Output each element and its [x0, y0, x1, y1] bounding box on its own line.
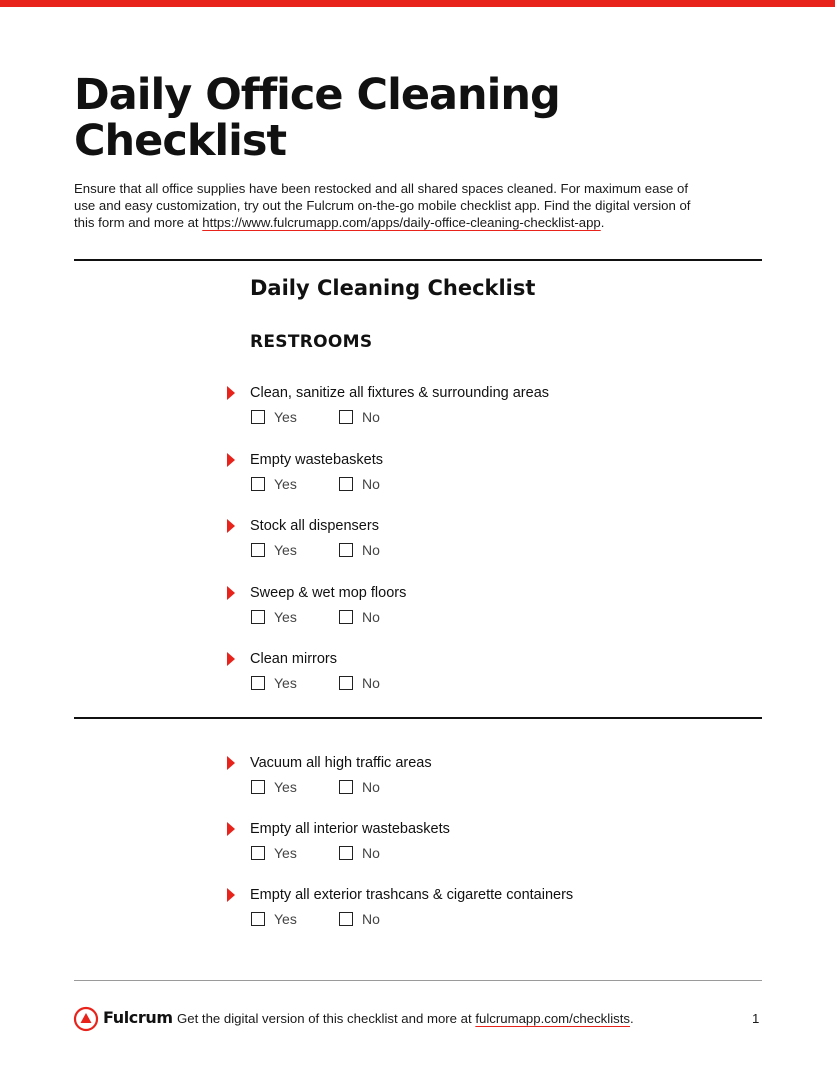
no-checkbox[interactable] — [339, 477, 353, 491]
checklist-item — [224, 584, 744, 634]
yes-label: Yes — [274, 845, 297, 861]
no-label: No — [362, 542, 380, 558]
no-checkbox[interactable] — [339, 846, 353, 860]
yes-checkbox[interactable] — [251, 780, 265, 794]
yes-checkbox[interactable] — [251, 846, 265, 860]
no-checkbox[interactable] — [339, 410, 353, 424]
no-checkbox[interactable] — [339, 676, 353, 690]
yes-checkbox[interactable] — [251, 676, 265, 690]
no-label: No — [362, 675, 380, 691]
restrooms-heading: RESTROOMS — [250, 332, 373, 352]
document-title: Daily Office Cleaning Checklist — [74, 70, 560, 166]
section-divider-middle — [74, 717, 762, 719]
fulcrum-logo — [73, 1006, 173, 1032]
yes-checkbox[interactable] — [251, 477, 265, 491]
no-checkbox[interactable] — [339, 912, 353, 926]
no-label: No — [362, 609, 380, 625]
logo-wordmark: Fulcrum — [103, 1008, 173, 1027]
checklist-item — [224, 517, 744, 567]
checklist-item — [224, 451, 744, 501]
yes-checkbox[interactable] — [251, 912, 265, 926]
top-accent-bar — [0, 0, 835, 7]
footer-divider — [74, 980, 762, 981]
checklist-item — [224, 820, 744, 870]
bullet-arrow-icon — [227, 519, 235, 533]
item-label: Clean, sanitize all fixtures & surrounding areas — [250, 385, 550, 401]
no-checkbox[interactable] — [339, 543, 353, 557]
bullet-arrow-icon — [227, 756, 235, 770]
yes-checkbox[interactable] — [251, 610, 265, 624]
checklist-item — [224, 650, 744, 700]
item-label: Empty wastebaskets — [250, 452, 383, 468]
footer-period: . — [629, 1011, 634, 1026]
no-label: No — [362, 911, 380, 927]
yes-label: Yes — [274, 476, 297, 492]
no-label: No — [362, 845, 380, 861]
checklist-item — [224, 886, 744, 936]
item-label: Empty all interior wastebaskets — [250, 821, 450, 837]
footer-message — [177, 1011, 634, 1026]
checklist-title: Daily Cleaning Checklist — [250, 276, 536, 300]
yes-checkbox[interactable] — [251, 543, 265, 557]
bullet-arrow-icon — [227, 888, 235, 902]
item-label: Stock all dispensers — [250, 518, 379, 534]
no-checkbox[interactable] — [339, 610, 353, 624]
yes-label: Yes — [274, 675, 297, 691]
bullet-arrow-icon — [227, 652, 235, 666]
no-label: No — [362, 779, 380, 795]
no-checkbox[interactable] — [339, 780, 353, 794]
item-label: Sweep & wet mop floors — [250, 585, 407, 601]
checklist-item — [224, 384, 744, 434]
footer-link[interactable]: fulcrumapp.com/checklists — [475, 1011, 630, 1026]
bullet-arrow-icon — [227, 386, 235, 400]
section-divider-top — [74, 259, 762, 261]
no-label: No — [362, 476, 380, 492]
checklist-item — [224, 754, 744, 804]
item-label: Clean mirrors — [250, 651, 338, 667]
bullet-arrow-icon — [227, 453, 235, 467]
intro-text: Ensure that all office supplies have been restocked and all shared spaces cleaned. For maximum ease of use and easy customization, try out the Fulcrum on-the-go mobile checklist app. Find the digital version of this form and more at — [74, 181, 691, 230]
intro-period: . — [600, 215, 605, 230]
bullet-arrow-icon — [227, 586, 235, 600]
yes-label: Yes — [274, 779, 297, 795]
intro-link[interactable]: https://www.fulcrumapp.com/apps/daily-office-cleaning-checklist-app — [202, 215, 601, 230]
item-label: Empty all exterior trashcans & cigarette containers — [250, 887, 574, 903]
yes-label: Yes — [274, 409, 297, 425]
footer-text: Get the digital version of this checklist and more at — [177, 1011, 476, 1026]
yes-label: Yes — [274, 911, 297, 927]
intro-paragraph — [74, 180, 699, 231]
item-label: Vacuum all high traffic areas — [250, 755, 432, 771]
yes-label: Yes — [274, 542, 297, 558]
bullet-arrow-icon — [227, 822, 235, 836]
yes-label: Yes — [274, 609, 297, 625]
page-number: 1 — [752, 1011, 760, 1026]
fulcrum-logo-icon — [73, 1006, 99, 1032]
yes-checkbox[interactable] — [251, 410, 265, 424]
no-label: No — [362, 409, 380, 425]
